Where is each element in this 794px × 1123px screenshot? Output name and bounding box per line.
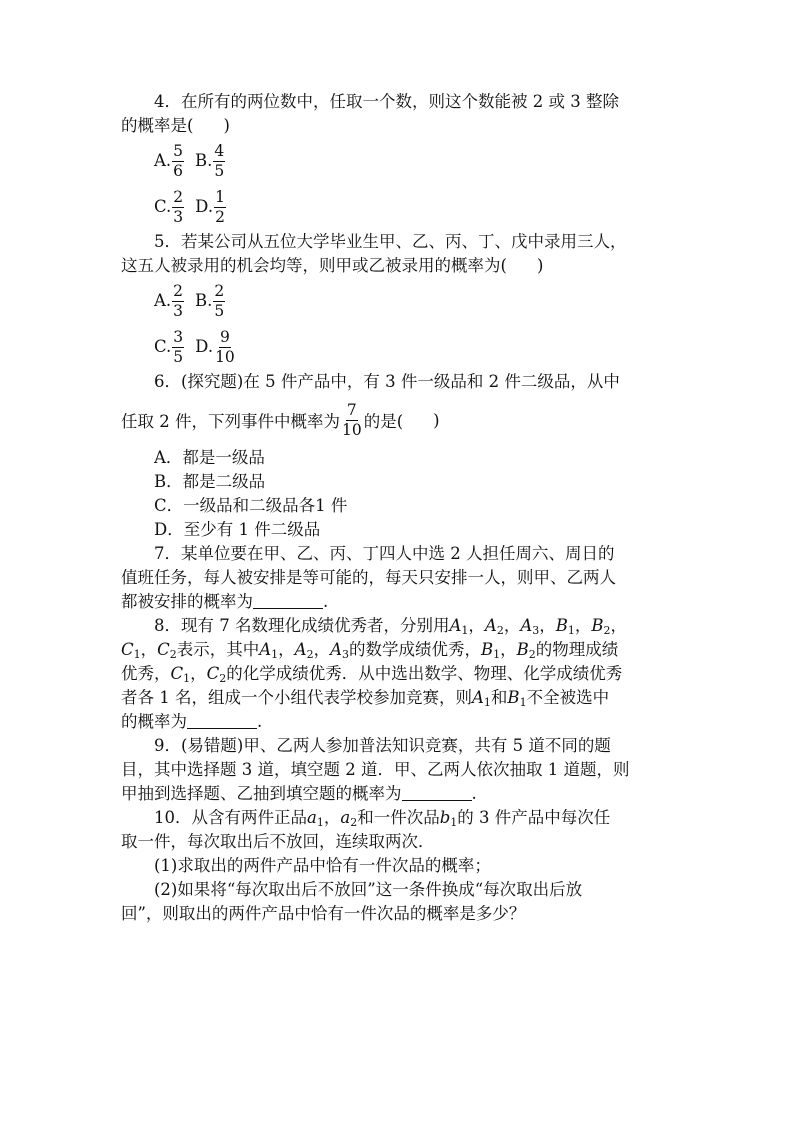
q10-part-2-line-1: (2)如果将“每次取出后不放回”这一条件换成“每次取出后放 (154, 880, 583, 899)
q6-stem-line-1: 6．(探究题)在 5 件产品中，有 3 件一级品和 2 件二级品，从中 (154, 372, 620, 391)
q7-stem-line-2: 值班任务，每人被安排是等可能的，每天只安排一人，则甲、乙两人 (121, 568, 616, 587)
fraction: $\frac{1}{2}$ (215, 187, 225, 226)
q4-stem-line-2: 的概率是( ) (121, 116, 230, 135)
q5-options-row-2 (121, 324, 676, 370)
question-7 (121, 542, 676, 614)
q5-stem-line-1: 5．若某公司从五位大学毕业生甲、乙、丙、丁、戊中录用三人， (154, 232, 627, 251)
q8-stem-line-3: 优秀，$C_1$，$C_2$的化学成绩优秀．从中选出数学、物理、化学成绩优秀 (121, 664, 623, 685)
q4-option-b[interactable]: B. $\frac{4}{5}$ (195, 141, 225, 180)
q10-part-2-line-2: 回”，则取出的两件产品中恰有一件次品的概率是多少？ (121, 904, 526, 923)
fraction: $\frac{4}{5}$ (214, 141, 225, 180)
q6-stem-line-2: 任取 2 件，下列事件中概率为 $\frac{7}{10}$ 的是( ) (121, 400, 440, 439)
question-column (121, 90, 676, 926)
q4-options-row-1 (121, 138, 676, 184)
fraction: $\frac{7}{10}$ (342, 400, 362, 439)
answer-blank[interactable] (253, 592, 323, 609)
q10-stem-line-1: 10．从含有两件正品$a_1$，$a_2$和一件次品$b_1$的 3 件产品中每次任 (154, 808, 611, 829)
q6-option-c[interactable]: C．一级品和二级品各1 件 (154, 496, 348, 515)
q6-option-b[interactable]: B．都是二级品 (154, 472, 266, 491)
q5-option-b[interactable]: B. $\frac{2}{5}$ (195, 281, 225, 320)
q9-stem-line-1: 9．(易错题)甲、乙两人参加普法知识竞赛，共有 5 道不同的题 (154, 736, 611, 755)
q6-option-d[interactable]: D．至少有 1 件二级品 (154, 520, 321, 539)
q7-stem-line-1: 7．某单位要在甲、乙、丙、丁四人中选 2 人担任周六、周日的 (154, 544, 615, 563)
question-4 (121, 90, 676, 230)
q5-options-row-1 (121, 278, 676, 324)
question-10 (121, 806, 676, 926)
q10-part-1: (1)求取出的两件产品中恰有一件次品的概率； (154, 856, 491, 875)
answer-blank[interactable] (187, 712, 257, 729)
q9-stem-line-2: 目，其中选择题 3 道，填空题 2 道．甲、乙两人依次抽取 1 道题，则 (121, 760, 630, 779)
q6-option-a[interactable]: A．都是一级品 (154, 448, 265, 467)
q5-option-a[interactable]: A. $\frac{2}{3}$ (154, 281, 184, 320)
question-8 (121, 614, 676, 734)
q7-stem-line-3: 都被安排的概率为 . (121, 592, 329, 611)
fraction: $\frac{2}{3}$ (173, 281, 184, 320)
question-6 (121, 370, 676, 542)
q5-stem-line-2: 这五人被录用的机会均等，则甲或乙被录用的概率为( ) (121, 256, 544, 275)
q5-option-c[interactable]: C. $\frac{3}{5}$ (154, 327, 184, 366)
answer-blank[interactable] (402, 784, 472, 801)
q10-stem-line-2: 取一件，每次取出后不放回，连续取两次． (121, 832, 435, 851)
q8-stem-line-1: 8．现有 7 名数理化成绩优秀者，分别用$A_1$，$A_2$，$A_3$，$B_1$，$B_2$， (154, 616, 628, 637)
q8-stem-line-5: 的概率为 . (121, 712, 263, 731)
q4-stem-line-1: 4．在所有的两位数中，任取一个数，则这个数能被 2 或 3 整除 (154, 92, 619, 111)
fraction: $\frac{2}{3}$ (173, 187, 184, 226)
question-5 (121, 230, 676, 370)
q9-stem-line-3: 甲抽到选择题、乙抽到填空题的概率为 . (121, 784, 477, 803)
question-9 (121, 734, 676, 806)
fraction: $\frac{9}{10}$ (215, 327, 235, 366)
q4-option-c[interactable]: C. $\frac{2}{3}$ (154, 187, 184, 226)
fraction: $\frac{3}{5}$ (173, 327, 184, 366)
fraction: $\frac{5}{6}$ (173, 141, 184, 180)
q5-option-d[interactable]: D. $\frac{9}{10}$ (195, 327, 235, 366)
q4-option-d[interactable]: D. $\frac{1}{2}$ (195, 187, 225, 226)
fraction: $\frac{2}{5}$ (214, 281, 225, 320)
q8-stem-line-2: $C_1$，$C_2$表示，其中$A_1$，$A_2$，$A_3$的数学成绩优秀，$B_1$，$B_2$的物理成绩 (121, 640, 619, 661)
q8-stem-line-4: 者各 1 名，组成一个小组代表学校参加竞赛，则$A_1$和$B_1$不全被选中 (121, 688, 610, 709)
q4-options-row-2 (121, 184, 676, 230)
q4-option-a[interactable]: A. $\frac{5}{6}$ (154, 141, 184, 180)
